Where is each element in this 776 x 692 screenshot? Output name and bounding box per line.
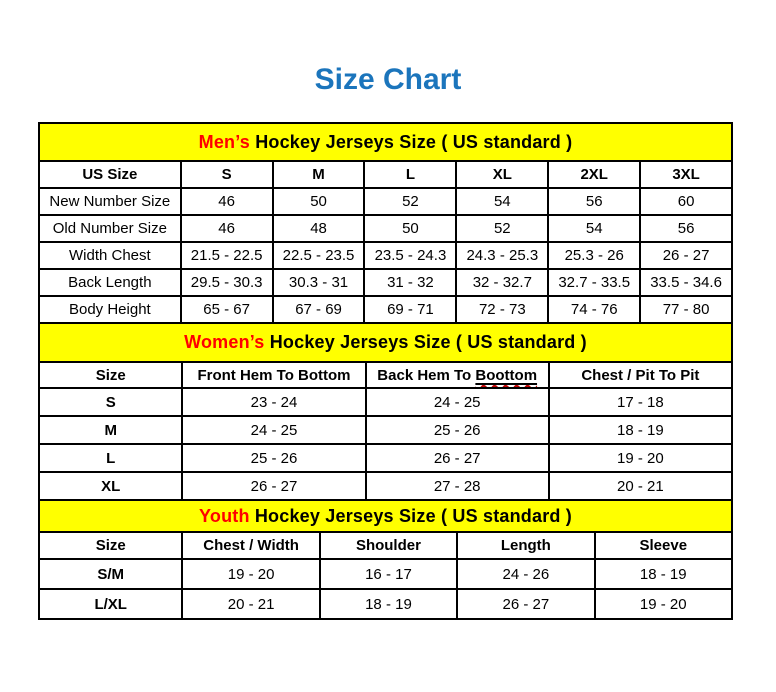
- section-title-text: Hockey Jerseys Size ( US standard ): [264, 332, 587, 352]
- table-cell: 31 - 32: [364, 269, 456, 296]
- table-row: [39, 269, 732, 296]
- row-label: Old Number Size: [39, 215, 181, 242]
- table-cell: 33.5 - 34.6: [640, 269, 732, 296]
- table-cell: 74 - 76: [548, 296, 640, 323]
- column-header: Front Hem To Bottom: [182, 362, 365, 388]
- section-title-highlight: Women’s: [184, 332, 265, 352]
- column-header: Size: [39, 532, 182, 559]
- table-cell: 22.5 - 23.5: [273, 242, 365, 269]
- table-cell: 24 - 25: [182, 416, 365, 444]
- table-cell: 50: [364, 215, 456, 242]
- column-header: Length: [457, 532, 594, 559]
- row-label: Body Height: [39, 296, 181, 323]
- table-cell: 18 - 19: [595, 559, 732, 589]
- table-cell: 26 - 27: [640, 242, 732, 269]
- table-cell: 65 - 67: [181, 296, 273, 323]
- section-title-youth: [39, 500, 732, 532]
- section-band: [39, 123, 732, 161]
- table-row: [39, 444, 732, 472]
- column-header: S: [181, 161, 273, 188]
- column-header: 3XL: [640, 161, 732, 188]
- table-cell: 25 - 26: [182, 444, 365, 472]
- table-cell: 48: [273, 215, 365, 242]
- table-header-row: [39, 161, 732, 188]
- table-header-row: [39, 362, 732, 388]
- table-cell: 50: [273, 188, 365, 215]
- table-cell: 24.3 - 25.3: [456, 242, 548, 269]
- table-row: [39, 388, 732, 416]
- section-band: [39, 500, 732, 532]
- table-cell: 72 - 73: [456, 296, 548, 323]
- table-row: [39, 589, 732, 619]
- size-table-womens: [38, 322, 733, 501]
- table-row: [39, 296, 732, 323]
- table-cell: 19 - 20: [549, 444, 732, 472]
- column-header-prefix: Back Hem To: [377, 366, 476, 384]
- table-cell: 27 - 28: [366, 472, 549, 500]
- table-cell: 60: [640, 188, 732, 215]
- table-cell: 56: [640, 215, 732, 242]
- table-row: [39, 188, 732, 215]
- table-cell: 18 - 19: [549, 416, 732, 444]
- column-header: L: [364, 161, 456, 188]
- table-cell: 23 - 24: [182, 388, 365, 416]
- table-cell: 20 - 21: [182, 589, 319, 619]
- row-label: S/M: [39, 559, 182, 589]
- table-cell: 30.3 - 31: [273, 269, 365, 296]
- row-label: Back Length: [39, 269, 181, 296]
- column-header: Chest / Pit To Pit: [549, 362, 732, 388]
- row-label: New Number Size: [39, 188, 181, 215]
- table-cell: 16 - 17: [320, 559, 457, 589]
- table-cell: 26 - 27: [182, 472, 365, 500]
- table-cell: 32.7 - 33.5: [548, 269, 640, 296]
- table-cell: 24 - 25: [366, 388, 549, 416]
- section-title-womens: [39, 323, 732, 362]
- size-table-mens: [38, 122, 733, 324]
- column-header: M: [273, 161, 365, 188]
- column-header: US Size: [39, 161, 181, 188]
- row-label: L: [39, 444, 182, 472]
- row-label: S: [39, 388, 182, 416]
- row-label: L/XL: [39, 589, 182, 619]
- column-header: Chest / Width: [182, 532, 319, 559]
- table-cell: 67 - 69: [273, 296, 365, 323]
- table-row: [39, 242, 732, 269]
- table-cell: 25 - 26: [366, 416, 549, 444]
- table-cell: 20 - 21: [549, 472, 732, 500]
- table-cell: 18 - 19: [320, 589, 457, 619]
- column-header: 2XL: [548, 161, 640, 188]
- table-row: [39, 472, 732, 500]
- table-cell: 54: [456, 188, 548, 215]
- section-title-highlight: Youth: [199, 505, 250, 526]
- column-header: [366, 362, 549, 388]
- size-table-youth: [38, 499, 733, 620]
- column-header: Sleeve: [595, 532, 732, 559]
- section-band: [39, 323, 732, 362]
- table-cell: 19 - 20: [595, 589, 732, 619]
- table-cell: 23.5 - 24.3: [364, 242, 456, 269]
- column-header: Shoulder: [320, 532, 457, 559]
- table-cell: 24 - 26: [457, 559, 594, 589]
- table-row: [39, 215, 732, 242]
- table-cell: 46: [181, 188, 273, 215]
- table-cell: 46: [181, 215, 273, 242]
- section-title-text: Hockey Jerseys Size ( US standard ): [249, 505, 572, 526]
- table-cell: 77 - 80: [640, 296, 732, 323]
- table-cell: 26 - 27: [366, 444, 549, 472]
- table-header-row: [39, 532, 732, 559]
- page-title: Size Chart: [314, 63, 462, 96]
- table-cell: 19 - 20: [182, 559, 319, 589]
- table-cell: 52: [456, 215, 548, 242]
- table-cell: 54: [548, 215, 640, 242]
- table-cell: 52: [364, 188, 456, 215]
- misspelled-word: [475, 367, 537, 384]
- row-label: Width Chest: [39, 242, 181, 269]
- table-cell: 21.5 - 22.5: [181, 242, 273, 269]
- table-cell: 26 - 27: [457, 589, 594, 619]
- table-row: [39, 416, 732, 444]
- table-cell: 29.5 - 30.3: [181, 269, 273, 296]
- row-label: XL: [39, 472, 182, 500]
- size-chart-tables: [38, 122, 733, 620]
- column-header: Size: [39, 362, 182, 388]
- table-cell: 25.3 - 26: [548, 242, 640, 269]
- column-header: XL: [456, 161, 548, 188]
- table-cell: 17 - 18: [549, 388, 732, 416]
- section-title-highlight: Men’s: [198, 131, 250, 152]
- misspelled-word-text: Boottom: [475, 366, 538, 384]
- section-title-text: Hockey Jerseys Size ( US standard ): [250, 131, 573, 152]
- table-cell: 32 - 32.7: [456, 269, 548, 296]
- table-cell: 69 - 71: [364, 296, 456, 323]
- table-row: [39, 559, 732, 589]
- table-cell: 56: [548, 188, 640, 215]
- section-title-mens: [39, 123, 732, 161]
- row-label: M: [39, 416, 182, 444]
